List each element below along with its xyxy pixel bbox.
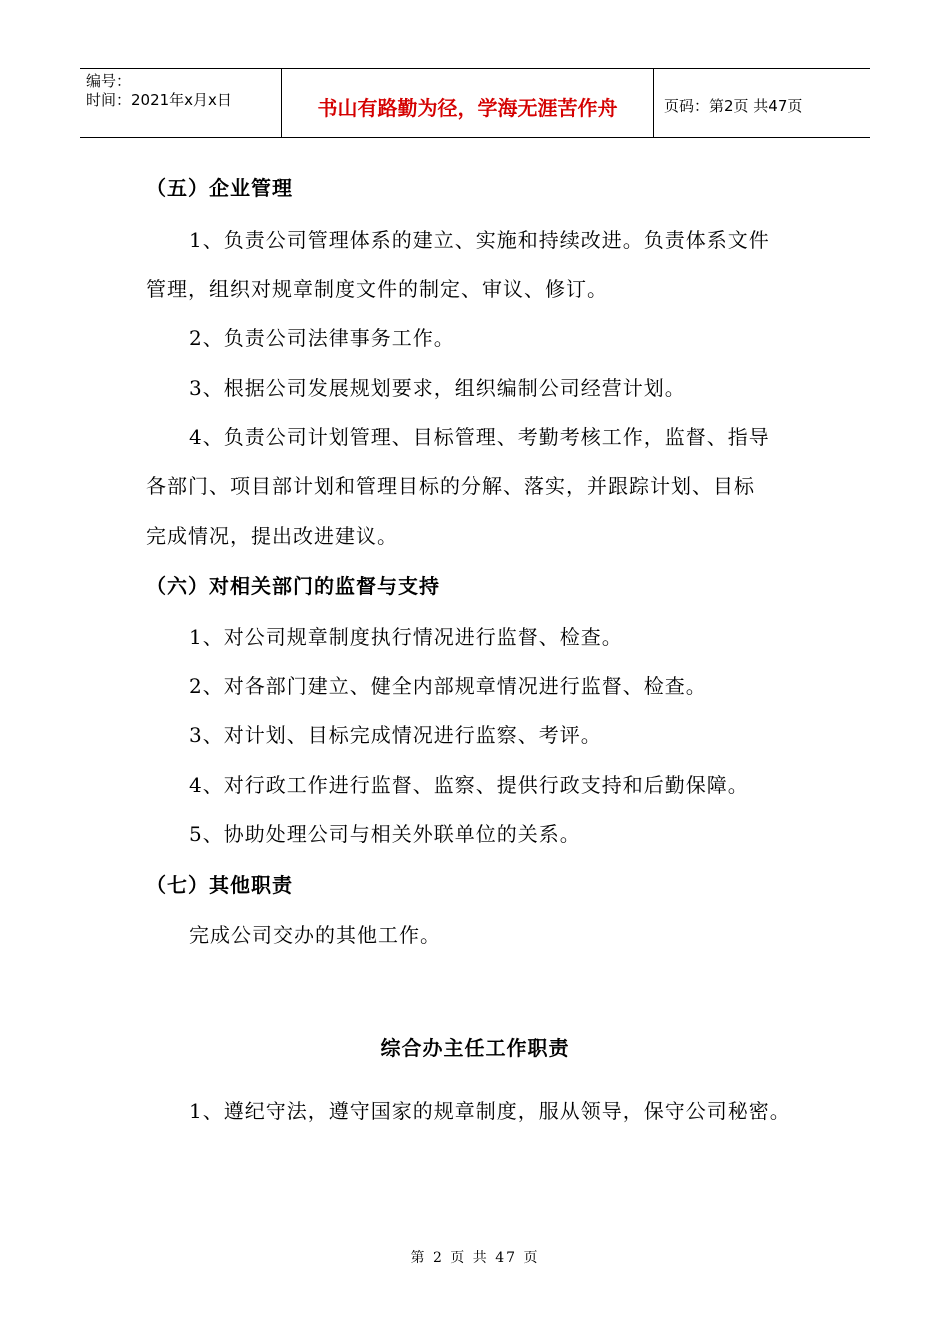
paragraph-line: 4、对行政工作进行监督、监察、提供行政支持和后勤保障。	[189, 773, 749, 797]
section-title: 综合办主任工作职责	[380, 1036, 570, 1060]
paragraph-line: 1、负责公司管理体系的建立、实施和持续改进。负责体系文件	[189, 228, 770, 252]
paragraph-line: 1、遵纪守法，遵守国家的规章制度，服从领导，保守公司秘密。	[189, 1099, 791, 1123]
paragraph-line: 各部门、项目部计划和管理目标的分解、落实，并跟踪计划、目标	[146, 474, 755, 498]
paragraph-line: 3、根据公司发展规划要求，组织编制公司经营计划。	[189, 376, 686, 400]
document-time-label: 时间：2021年x月x日	[86, 91, 232, 109]
section-heading-6: （六）对相关部门的监督与支持	[146, 574, 440, 598]
section-heading-7: （七）其他职责	[146, 873, 293, 897]
page-footer: 第 2 页 共 47 页	[410, 1250, 540, 1266]
paragraph-line: 2、负责公司法律事务工作。	[189, 326, 455, 350]
section-heading-5: （五）企业管理	[146, 176, 293, 200]
document-number-label: 编号：	[86, 72, 132, 90]
paragraph-line: 管理，组织对规章制度文件的制定、审议、修订。	[146, 277, 608, 301]
paragraph-line: 2、对各部门建立、健全内部规章情况进行监督、检查。	[189, 674, 707, 698]
paragraph-line: 1、对公司规章制度执行情况进行监督、检查。	[189, 625, 623, 649]
paragraph-line: 5、协助处理公司与相关外联单位的关系。	[189, 822, 581, 846]
paragraph-line: 完成公司交办的其他工作。	[189, 923, 441, 947]
header-meta	[80, 69, 282, 137]
header-motto: 书山有路勤为径，学海无涯苦作舟	[282, 69, 654, 137]
header-page-info: 页码：第2页 共47页	[664, 96, 803, 115]
paragraph-line: 4、负责公司计划管理、目标管理、考勤考核工作，监督、指导	[189, 425, 770, 449]
paragraph-line: 3、对计划、目标完成情况进行监察、考评。	[189, 723, 602, 747]
page-header	[80, 68, 870, 138]
paragraph-line: 完成情况，提出改进建议。	[146, 524, 398, 548]
